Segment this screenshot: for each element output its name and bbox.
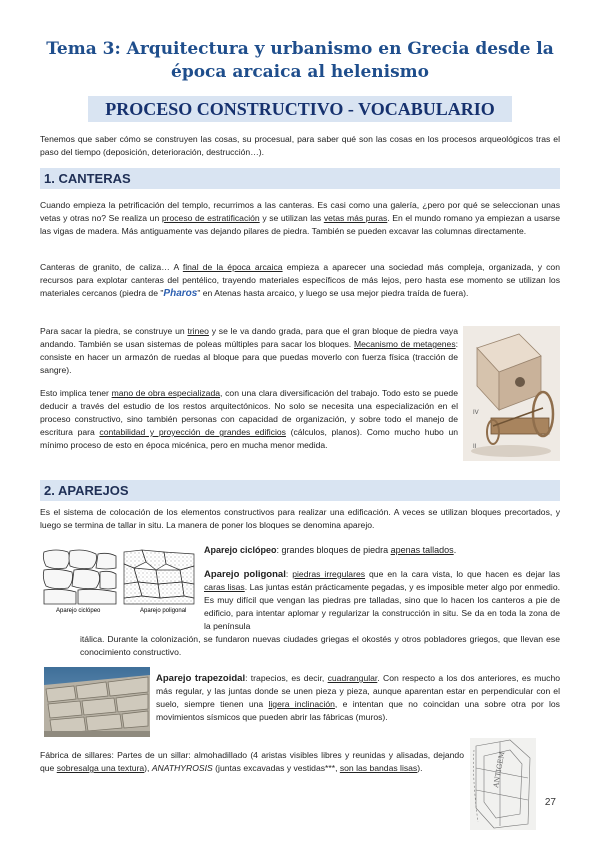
term-vetas-puras: vetas más puras — [323, 213, 388, 223]
term-aparejo-trapezoidal: Aparejo trapezoidal — [156, 673, 246, 684]
section-heading-aparejos: 2. APAREJOS — [40, 480, 560, 501]
intro-paragraph: Tenemos que saber cómo se construyen las cosas, su procesual, para saber qué son las cosas en los procesos arqueológicos tras el paso del tiempo (deposición, deterioración, destrucción…). — [40, 134, 560, 157]
svg-text:II: II — [473, 444, 477, 450]
term-caras-lisas: caras lisas — [204, 582, 245, 592]
term-pharos: Pharos — [163, 288, 198, 299]
term-apenas-tallados: apenas tallados — [390, 545, 454, 555]
svg-text:IV: IV — [473, 410, 479, 416]
title-line-1: Tema 3: Arquitectura y urbanismo en Grecia desde la — [46, 39, 554, 59]
canteras-paragraph-3: Para sacar la piedra, se construye un trineo y se le va dando grada, para que el gran bloque de piedra vaya andando. También se usan sistemas de poleas múltiples para sacar los bloques. Mecanismo de metagenes: consiste en hacer un armazón de ruedas al bloque para que puedas moverlo con fuerza física (tracción de sangre). — [40, 326, 459, 375]
section-heading-canteras: 1. CANTERAS — [40, 168, 560, 189]
page-title — [40, 38, 560, 84]
svg-text:ANTIGEM: ANTIGEM — [492, 751, 507, 789]
term-anathyrosis: ANATHYROSIS — [151, 763, 213, 773]
aparejo-poligonal-definition: Aparejo poligonal: piedras irregulares que en la cara vista, lo que hacen es dejar las caras lisas. Las juntas están prácticamente pegadas, y es imposible meter algo por enmedio. Es muy difícil que vengan las piedras pre talladas, sino que lo hacen los canteros a pie de edificio, para intentar aplomar y regularizar la construcción in situ. Se da en toda la zona de la península — [204, 569, 560, 631]
canteras-paragraph-4: Esto implica tener mano de obra especializada, con una clara diversificación del trabajo. Todo esto se puede deducir a través del estudio de los restos arquitectónicos. No solo se necesita una especialización en el proceso constructivo, sino también personas con capacidad de organización, y sobre todo el manejo de escritura para contabilidad y proyección de grandes edificios (cálculos, planos). Como mucho hubo un mínimo proceso de esto en época micénica, pero en mucha menor medida. — [40, 388, 459, 450]
label-aparejo-ciclopeo: Aparejo ciclópeo — [56, 608, 101, 614]
section-subtitle: PROCESO CONSTRUCTIVO - VOCABULARIO — [88, 96, 512, 122]
aparejo-ciclopeo-definition: Aparejo ciclópeo: grandes bloques de piedra apenas tallados. — [204, 545, 457, 555]
aparejo-ciclopeo-poligonal-figure — [42, 548, 198, 614]
term-ligera-inclinacion: ligera inclinación — [268, 699, 335, 709]
fabrica-sillares-paragraph: Fábrica de sillares: Partes de un sillar: almohadillado (4 aristas visibles libres y reunidas y alisadas, dejando que sobresalga una textura), ANATHYROSIS (juntas excavadas y vestidas***, son las bandas lisas). — [40, 750, 464, 773]
term-contabilidad-proyeccion: contabilidad y proyección de grandes edificios — [99, 427, 286, 437]
term-mano-obra-especializada: mano de obra especializada — [111, 388, 221, 398]
term-mecanismo-metagenes: Mecanismo de metagenes — [353, 339, 456, 349]
aparejo-poligonal-continuation: itálica. Durante la colonización, se fundaron nuevas ciudades griegas el okostés y otros pobladores griegos, que llevan ese conocimiento constructivo. — [80, 634, 560, 657]
term-bandas-lisas: son las bandas lisas — [339, 763, 418, 773]
page-number: 27 — [544, 797, 556, 808]
title-line-2: época arcaica al helenismo — [171, 62, 429, 82]
term-aparejo-ciclopeo: Aparejo ciclópeo — [204, 545, 277, 555]
term-trineo: trineo — [187, 326, 209, 336]
term-sobresalga-textura: sobresalga una textura — [56, 763, 145, 773]
term-cuadrangular: cuadrangular — [327, 673, 378, 683]
aparejo-trapezoidal-photo — [44, 667, 150, 737]
metagenes-illustration — [463, 326, 560, 461]
sillar-sketch — [470, 738, 536, 830]
term-piedras-irregulares: piedras irregulares — [292, 569, 366, 579]
label-aparejo-poligonal: Aparejo poligonal — [140, 608, 187, 614]
term-aparejo-poligonal: Aparejo poligonal — [204, 569, 286, 580]
aparejo-trapezoidal-definition: Aparejo trapezoidal: trapecios, es decir, cuadrangular. Con respecto a los dos anteriores, es mucho más regular, y las juntas donde se unen pieza y pieza, aunque aparentan estar en perpendicular con el suelo, siempre tienen una ligera inclinación, e intentan que no coincidan una sobre otra por los movimientos sísmicos que pueden abrir las fábricas (muros). — [156, 673, 561, 722]
aparejos-paragraph-1: Es el sistema de colocación de los elementos constructivos para realizar una edificación. A veces se utilizan bloques precortados, y luego se termina de tallar in situ. La manera de poner los bloques se denomina aparejo. — [40, 507, 560, 530]
canteras-paragraph-1: Cuando empieza la petrificación del templo, recurrimos a las canteras. Es casi como una galería, ¿pero por qué se seleccionan unas vetas y otras no? Se realiza un proceso de estratificación y se utilizan las vetas más puras. En el mundo romano ya empiezan a usarse las vigas de madera. Más antiguamente vas dejando pilares de piedra. También se pueden excavar las columnas directamente. — [40, 200, 560, 236]
canteras-paragraph-2: Canteras de granito, de caliza… A final de la época arcaica empieza a aparecer una sociedad más compleja, organizada, y con recursos para explotar canteras del pentélico, trayendo materiales específicos de más lejos, pero hasta ese momento se utilizan los materiales cercanos (piedra de "Pharos" en Atenas hasta arcaico, y luego se usa mejor piedra traída de fuera). — [40, 262, 560, 299]
term-proceso-estratificacion: proceso de estratificación — [161, 213, 260, 223]
term-final-epoca-arcaica: final de la época arcaica — [182, 262, 283, 272]
